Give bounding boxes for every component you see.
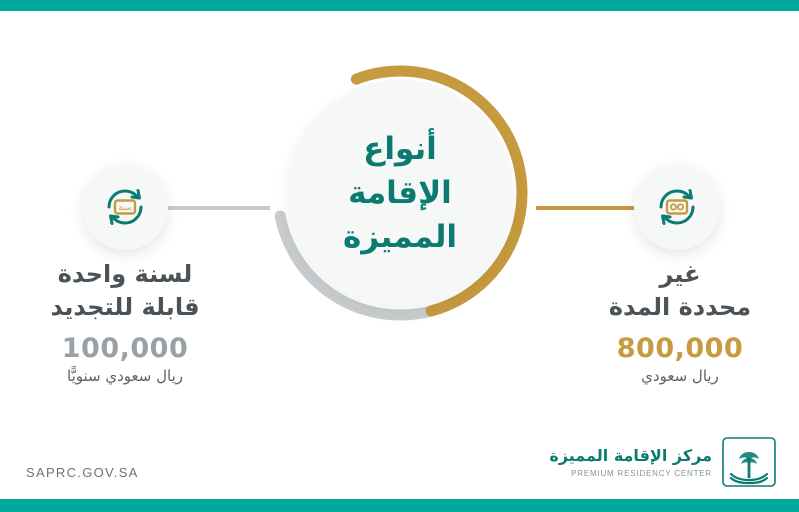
top-accent-bar xyxy=(0,0,799,11)
node-renewable-unit: ريال سعودي سنويًّا xyxy=(67,367,183,386)
center-title-line1: أنواع xyxy=(363,130,437,167)
node-renewable-title xyxy=(5,258,245,324)
side-block-unlimited xyxy=(560,258,799,385)
node-unlimited xyxy=(634,164,720,250)
node-renewable xyxy=(82,164,168,250)
brand-name-en: PREMIUM RESIDENCY CENTER xyxy=(571,468,712,478)
palm-swords-logo-icon xyxy=(721,436,777,488)
brand-name-ar: مركز الإقامة المميزة xyxy=(549,446,712,466)
center-title-line2: الإقامة xyxy=(348,174,452,211)
center-node xyxy=(265,58,535,328)
node-unlimited-title-line1: غير xyxy=(659,260,701,288)
brand-logo-text xyxy=(549,446,712,477)
node-renewable-icon-label: سنة xyxy=(118,203,132,212)
connector-line-right xyxy=(536,206,636,210)
node-unlimited-amount: 800,000 xyxy=(616,333,744,365)
node-renewable-title-line2: قابلة للتجديد xyxy=(50,293,200,322)
side-block-renewable xyxy=(5,258,245,385)
center-title xyxy=(287,80,513,306)
node-renewable-amount: 100,000 xyxy=(61,333,189,365)
node-unlimited-title-line2: محددة المدة xyxy=(608,293,752,322)
refresh-infinity-icon xyxy=(651,185,703,229)
connector-line-left xyxy=(152,206,270,210)
website-url[interactable]: SAPRC.GOV.SA xyxy=(26,465,139,480)
brand-logo xyxy=(549,436,777,488)
node-unlimited-unit: ريال سعودي xyxy=(641,367,719,386)
bottom-accent-bar xyxy=(0,499,799,512)
center-title-line3: المميزة xyxy=(342,219,458,255)
node-unlimited-title xyxy=(560,258,799,324)
refresh-year-icon xyxy=(99,185,151,229)
node-renewable-title-line1: لسنة واحدة xyxy=(57,260,193,288)
